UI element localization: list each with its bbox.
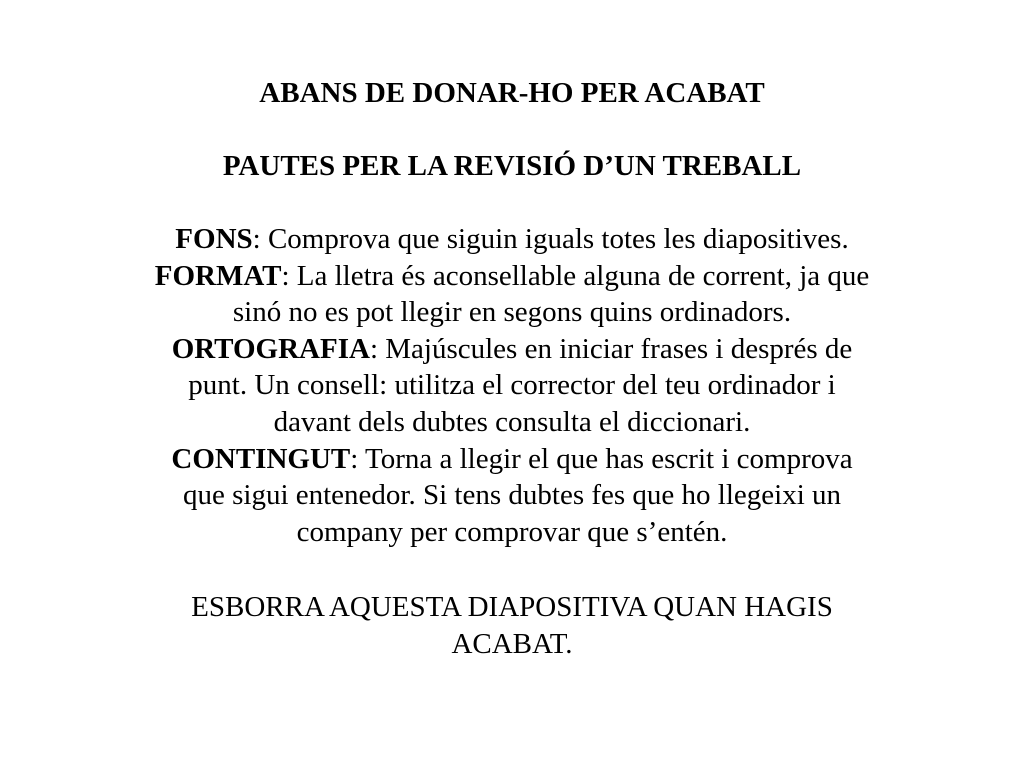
guideline-keyword: FONS bbox=[175, 223, 253, 255]
notice-line: ESBORRA AQUESTA DIAPOSITIVA QUAN HAGIS bbox=[191, 591, 833, 623]
guideline-line bbox=[62, 331, 962, 368]
guideline-line bbox=[62, 221, 962, 258]
guideline-text: : Majúscules en iniciar frases i després de bbox=[369, 332, 853, 365]
guideline-line bbox=[62, 258, 962, 295]
guideline-line bbox=[62, 404, 962, 441]
guideline-line bbox=[62, 367, 962, 404]
guideline-text: : Torna a llegir el que has escrit i comprova bbox=[350, 442, 853, 475]
guideline-line bbox=[62, 477, 962, 514]
guideline-keyword: ORTOGRAFIA bbox=[171, 332, 370, 365]
guideline-keyword: CONTINGUT bbox=[171, 442, 351, 475]
slide-title: ABANS DE DONAR-HO PER ACABAT bbox=[259, 77, 765, 109]
slide-subtitle: PAUTES PER LA REVISIÓ D’UN TREBALL bbox=[222, 150, 802, 182]
guideline-line bbox=[62, 441, 962, 478]
notice-line: ACABAT. bbox=[451, 627, 573, 660]
guideline-text: que sigui entenedor. Si tens dubtes fes que ho llegeixi un bbox=[182, 479, 842, 512]
guideline-text: : Comprova que siguin iguals totes les diapositives. bbox=[252, 223, 849, 255]
guideline-line bbox=[62, 514, 962, 551]
guideline-keyword: FORMAT bbox=[154, 259, 282, 292]
guideline-text: punt. Un consell: utilitza el corrector del teu ordinador i bbox=[188, 369, 836, 402]
guideline-line bbox=[62, 294, 962, 331]
revision-guidelines bbox=[62, 221, 962, 550]
guideline-text: sinó no es pot llegir en segons quins ordinadors. bbox=[232, 296, 792, 329]
delete-slide-notice bbox=[62, 589, 962, 662]
guideline-text: davant dels dubtes consulta el diccionari. bbox=[273, 405, 751, 438]
guideline-text: company per comprovar que s’entén. bbox=[296, 515, 728, 548]
guideline-text: : La lletra és aconsellable alguna de corrent, ja que bbox=[281, 259, 870, 292]
